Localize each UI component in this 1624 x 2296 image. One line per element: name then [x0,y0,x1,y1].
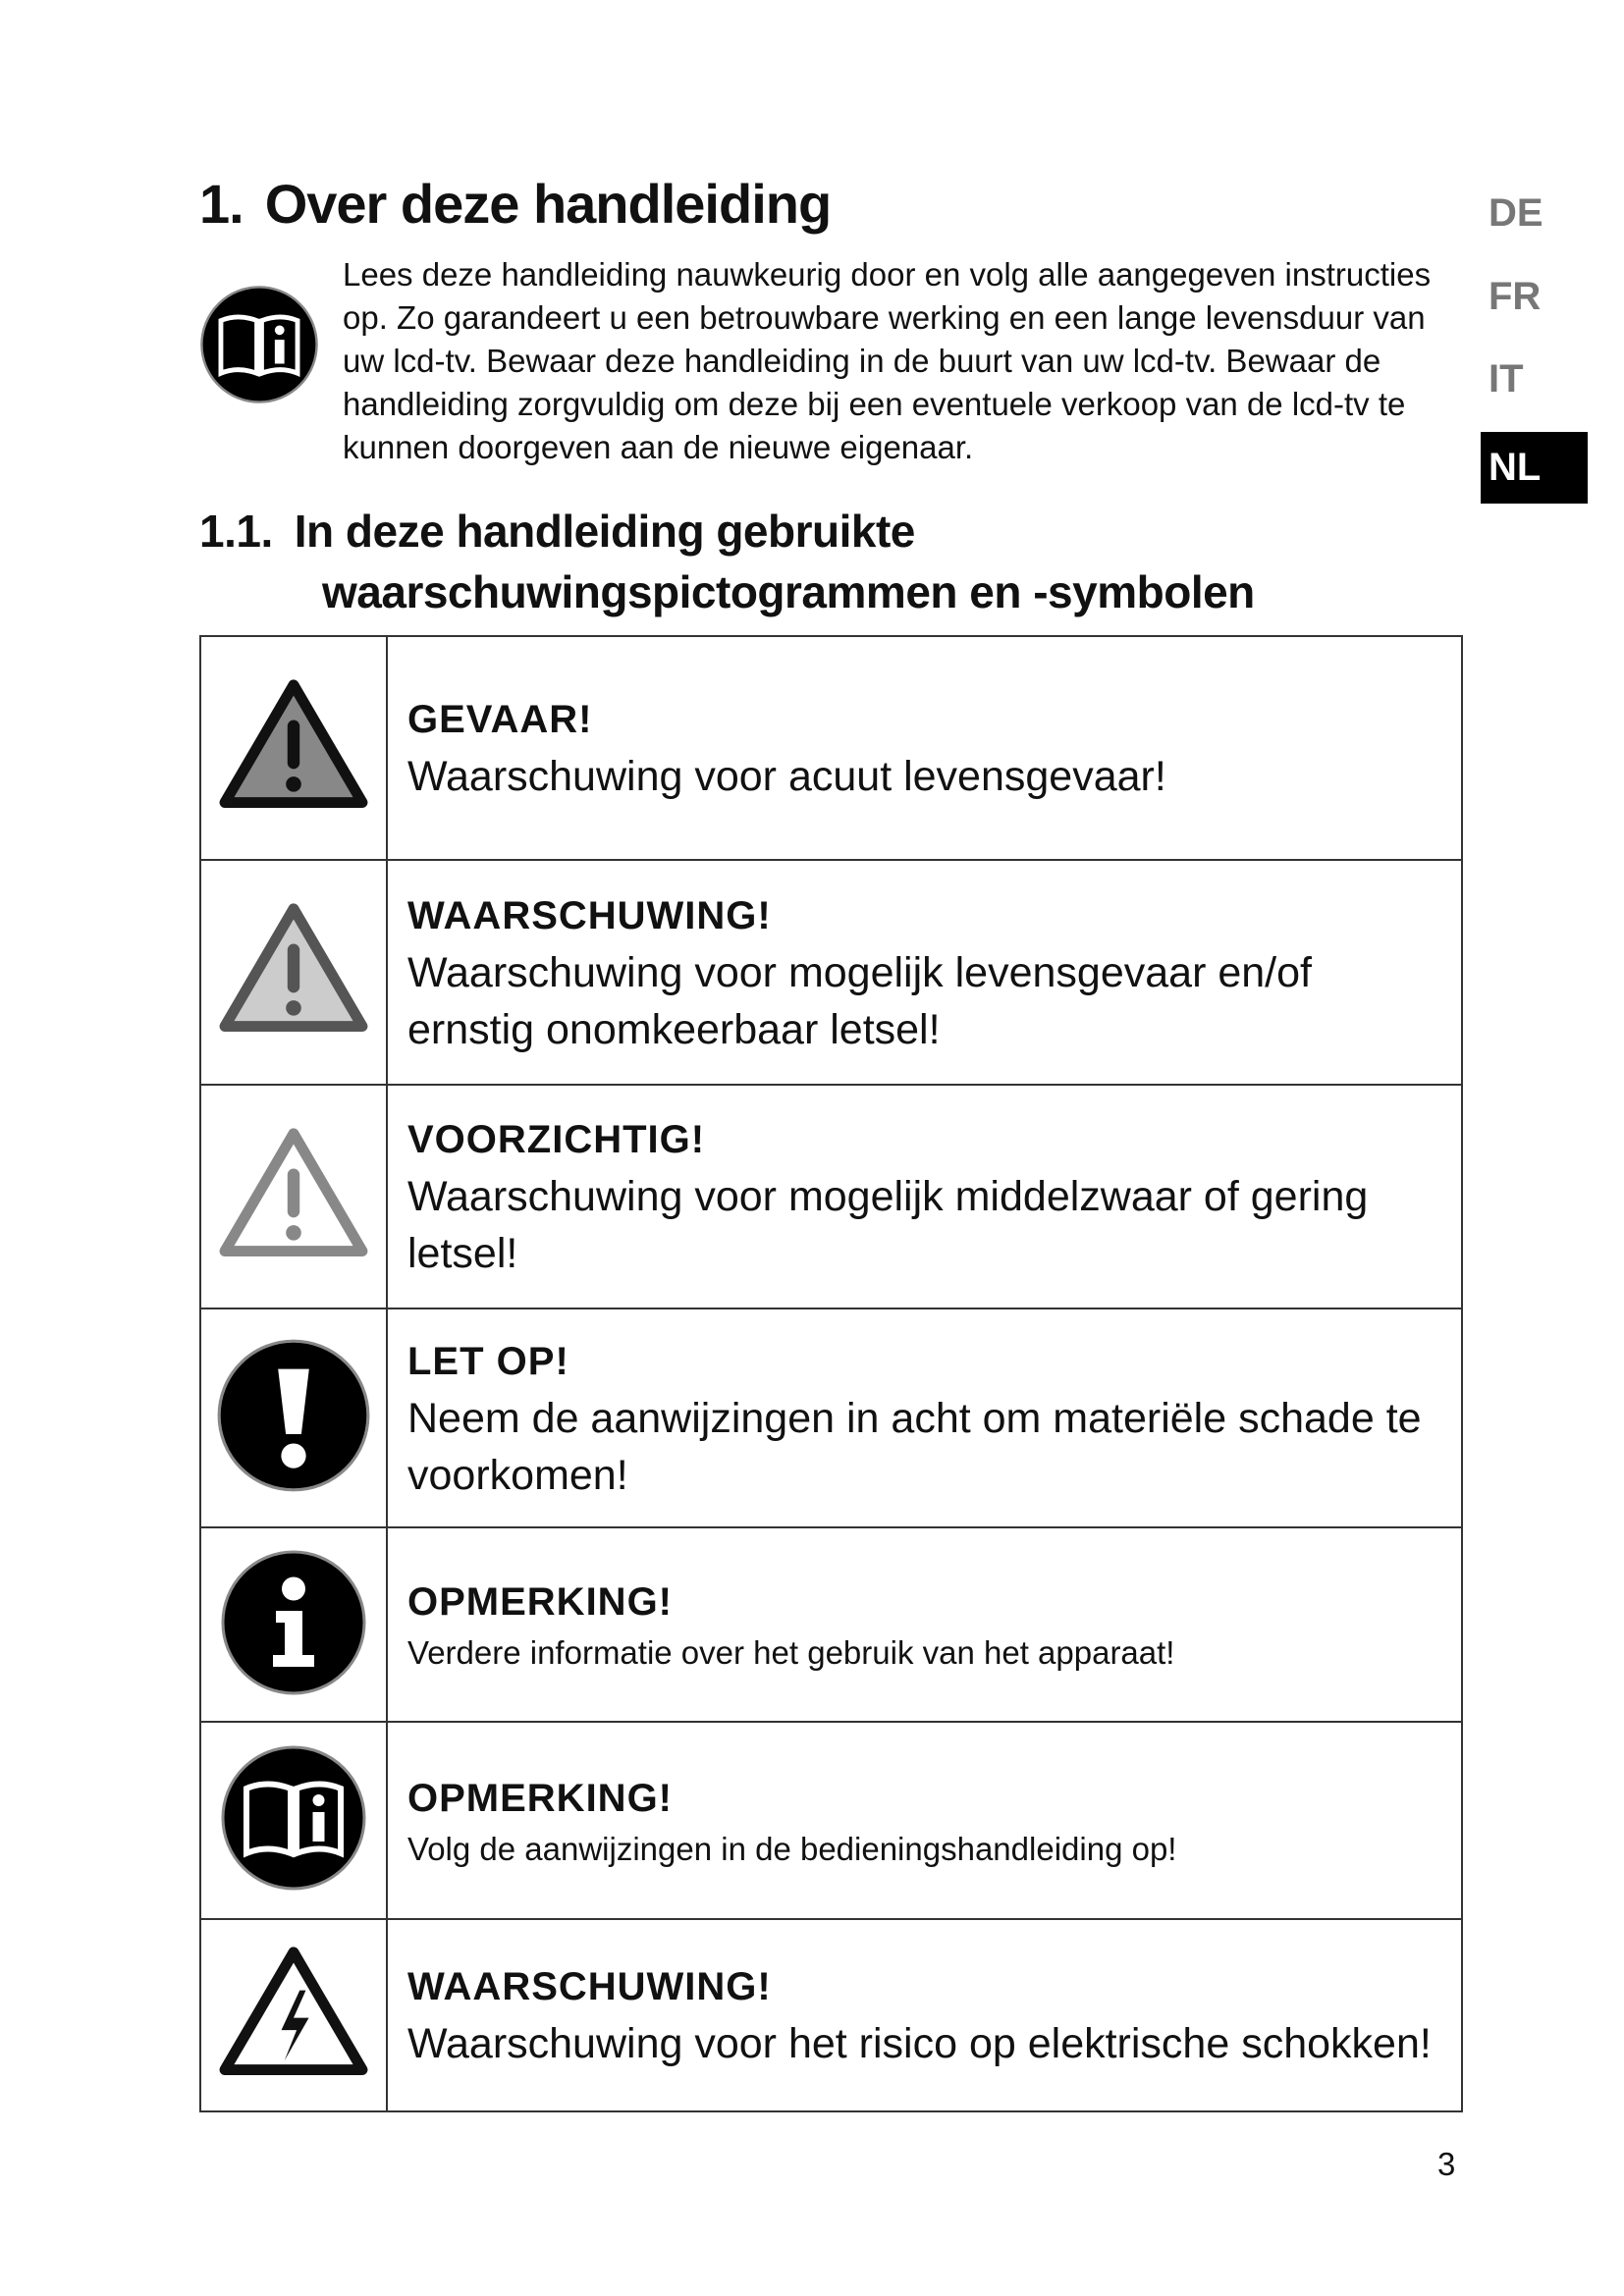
table-row [200,636,1462,860]
section-title: 1. Over deze handleiding [199,173,832,235]
electric-shock-icon [215,1945,372,2082]
row-text: Waarschuwing voor acuut levensgevaar! [407,753,1166,800]
row-title: GEVAAR! [407,698,593,741]
warning-symbols-table [199,635,1463,2112]
row-title: OPMERKING! [407,1776,673,1820]
intro-paragraph: Lees deze handleiding nauwkeurig door en volg alle aangegeven instructies op. Zo garandeert u een betrouwbare werking en een lange levensduur van uw lcd-tv. Bewaar deze handleiding in de buurt van uw lcd-tv. Bewaar de handleiding zorgvuldig om deze bij een eventuele verkoop van de lcd-tv te kunnen doorgeven aan de nieuwe eigenaar. [343,256,1432,465]
table-row [200,1722,1462,1919]
manual-info-icon [199,285,319,404]
row-text: Waarschuwing voor mogelijk levensgevaar en/of ernstig onomkeerbaar letsel! [407,948,1312,1053]
caution-triangle-icon [215,1126,372,1263]
subsection-title: 1.1. In deze handleiding gebruikte waarschuwingspictogrammen en -symbolen [199,506,1255,617]
row-title: VOORZICHTIG! [407,1118,706,1161]
table-row [200,1527,1462,1722]
row-title: LET OP! [407,1339,569,1383]
row-text: Neem de aanwijzingen in acht om materiële schade te voorkomen! [407,1394,1422,1499]
lang-tab-nl[interactable]: NL [1481,432,1588,504]
lang-tab-fr[interactable]: FR [1489,275,1542,318]
warning-triangle-icon [215,901,372,1039]
danger-triangle-icon [215,677,372,815]
row-title: WAARSCHUWING! [407,1965,772,2008]
table-row [200,860,1462,1085]
lang-tab-it[interactable]: IT [1489,357,1524,400]
row-text: Verdere informatie over het gebruik van het apparaat! [407,1634,1175,1671]
page-number: 3 [1437,2146,1456,2182]
row-text: Waarschuwing voor mogelijk middelzwaar of gering letsel! [407,1173,1369,1277]
row-title: OPMERKING! [407,1580,673,1624]
row-text: Waarschuwing voor het risico op elektrische schokken! [407,2020,1432,2067]
lang-tab-de[interactable]: DE [1489,191,1543,235]
manual-info-icon [220,1744,367,1892]
row-title: WAARSCHUWING! [407,893,772,937]
row-text: Volg de aanwijzingen in de bedieningshandleiding op! [407,1830,1177,1867]
info-circle-icon [220,1549,367,1696]
table-row [200,1308,1462,1527]
table-row [200,1919,1462,2111]
table-row [200,1085,1462,1308]
exclamation-circle-icon [216,1338,371,1493]
